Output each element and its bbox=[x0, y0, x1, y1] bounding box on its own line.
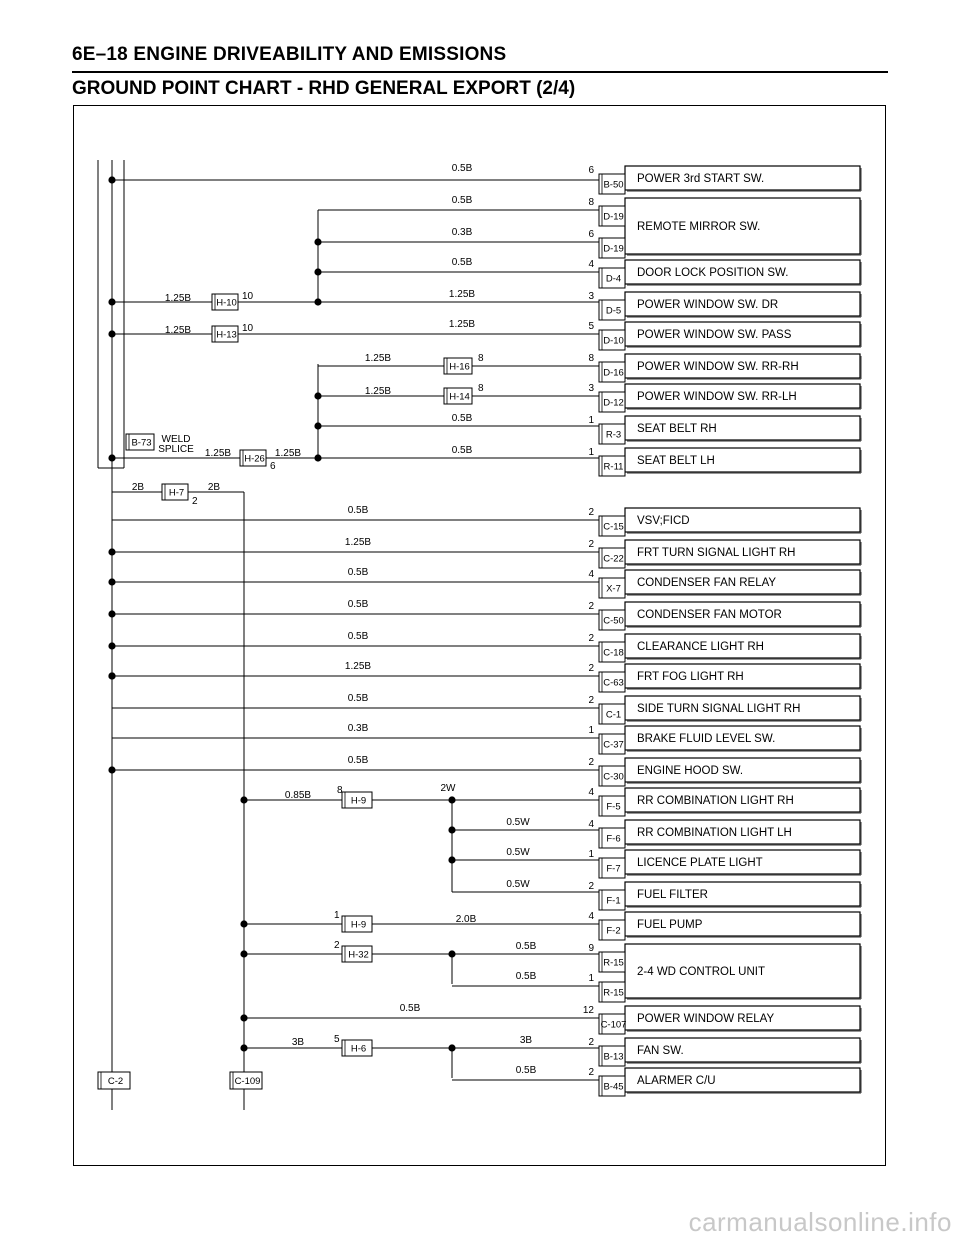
junction-dot bbox=[314, 298, 321, 305]
wire-size-label: 0.5W bbox=[506, 817, 530, 828]
terminal-connector-label: C-1 bbox=[605, 709, 622, 721]
junction-dot bbox=[240, 950, 247, 957]
pin-number: 6 bbox=[270, 461, 276, 472]
splice-label: SPLICE bbox=[158, 444, 194, 455]
device-label: FUEL PUMP bbox=[637, 919, 703, 931]
harness-connector-label: H-7 bbox=[168, 487, 185, 499]
junction-dot bbox=[314, 268, 321, 275]
pin-number: 4 bbox=[588, 569, 594, 580]
terminal-connector-label: C-22 bbox=[603, 553, 624, 565]
pin-number: 2 bbox=[588, 601, 594, 612]
wire-size-label: 0.5B bbox=[515, 971, 537, 982]
junction-dot bbox=[448, 826, 455, 833]
device-label: FUEL FILTER bbox=[637, 889, 708, 901]
junction-dot bbox=[108, 548, 115, 555]
terminal-connector-label: C-107 bbox=[600, 1019, 627, 1031]
terminal-connector-label: F-5 bbox=[606, 801, 621, 813]
pin-number: 5 bbox=[334, 1034, 340, 1045]
junction-dot bbox=[448, 796, 455, 803]
device-label: DOOR LOCK POSITION SW. bbox=[637, 267, 789, 279]
wire-size-label: 2W bbox=[440, 783, 456, 794]
pin-number: 2 bbox=[192, 496, 198, 507]
wire-size-label: 2B bbox=[207, 482, 221, 493]
terminal-connector-label: D-5 bbox=[605, 305, 622, 317]
wire-size-label: 1.25B bbox=[364, 386, 392, 397]
terminal-connector-label: F-2 bbox=[606, 925, 621, 937]
junction-dot bbox=[314, 454, 321, 461]
junction-dot bbox=[240, 796, 247, 803]
wire-size-label: 1.25B bbox=[344, 661, 372, 672]
ground-connector-label: C-2 bbox=[107, 1076, 124, 1087]
pin-number: 3 bbox=[588, 291, 594, 302]
junction-dot bbox=[448, 856, 455, 863]
terminal-connector-label: B-13 bbox=[603, 1051, 624, 1063]
wire-size-label: 1.25B bbox=[164, 325, 192, 336]
wire-size-label: 0.5B bbox=[347, 505, 369, 516]
wire-size-label: 1.25B bbox=[448, 319, 476, 330]
device-label: FAN SW. bbox=[637, 1045, 684, 1057]
pin-number: 2 bbox=[588, 633, 594, 644]
wire-size-label: 0.5B bbox=[347, 599, 369, 610]
junction-dot bbox=[448, 1044, 455, 1051]
wire-size-label: 1.25B bbox=[344, 537, 372, 548]
terminal-connector-label: D-12 bbox=[603, 397, 624, 409]
terminal-connector-label: R-15 bbox=[603, 987, 624, 999]
device-label: SEAT BELT RH bbox=[637, 423, 717, 435]
splice-connector-label: B-73 bbox=[131, 437, 152, 449]
pin-number: 1 bbox=[588, 725, 594, 736]
pin-number: 5 bbox=[588, 321, 594, 332]
terminal-connector-label: D-16 bbox=[603, 367, 624, 379]
pin-number: 8 bbox=[588, 353, 594, 364]
junction-dot bbox=[448, 950, 455, 957]
device-label: REMOTE MIRROR SW. bbox=[637, 221, 761, 233]
terminal-connector-label: C-63 bbox=[603, 677, 624, 689]
terminal-connector-label: F-7 bbox=[606, 863, 621, 875]
terminal-connector-label: F-6 bbox=[606, 833, 621, 845]
device-label: FRT FOG LIGHT RH bbox=[637, 671, 744, 683]
wire-size-label: 0.5B bbox=[347, 631, 369, 642]
wire-size-label: 1.25B bbox=[448, 289, 476, 300]
terminal-connector-label: D-10 bbox=[603, 335, 624, 347]
terminal-connector-label: C-37 bbox=[603, 739, 624, 751]
device-label: SEAT BELT LH bbox=[637, 455, 715, 467]
harness-connector-label: H-16 bbox=[449, 361, 470, 373]
pin-number: 4 bbox=[588, 819, 594, 830]
terminal-connector-label: C-15 bbox=[603, 521, 624, 533]
harness-connector-label: H-6 bbox=[350, 1043, 367, 1055]
device-label: FRT TURN SIGNAL LIGHT RH bbox=[637, 547, 796, 559]
pin-number: 12 bbox=[582, 1005, 594, 1016]
device-label: ENGINE HOOD SW. bbox=[637, 765, 744, 777]
harness-connector-label: H-10 bbox=[216, 297, 237, 309]
device-label: POWER 3rd START SW. bbox=[637, 173, 765, 185]
device-label: LICENCE PLATE LIGHT bbox=[637, 857, 763, 869]
wire-size-label: 0.5B bbox=[451, 445, 473, 456]
wire-size-label: 1.25B bbox=[164, 293, 192, 304]
terminal-connector-label: C-18 bbox=[603, 647, 624, 659]
pin-number: 3 bbox=[588, 383, 594, 394]
junction-dot bbox=[108, 330, 115, 337]
wire-size-label: 0.5B bbox=[515, 941, 537, 952]
wire-size-label: 0.5W bbox=[506, 879, 530, 890]
wire-size-label: 0.5B bbox=[451, 413, 473, 424]
pin-number: 1 bbox=[588, 849, 594, 860]
wire-size-label: 0.5W bbox=[506, 847, 530, 858]
wire-size-label: 2B bbox=[131, 482, 145, 493]
junction-dot bbox=[108, 298, 115, 305]
pin-number: 2 bbox=[588, 539, 594, 550]
pin-number: 8 bbox=[588, 197, 594, 208]
wire-size-label: 0.5B bbox=[451, 257, 473, 268]
wire-size-label: 3B bbox=[519, 1035, 533, 1046]
terminal-connector-label: F-1 bbox=[606, 895, 621, 907]
harness-connector-label: H-26 bbox=[244, 453, 265, 465]
wire-size-label: 0.5B bbox=[347, 693, 369, 704]
wire-size-label: 0.85B bbox=[284, 790, 312, 801]
terminal-connector-label: C-30 bbox=[603, 771, 624, 783]
pin-number: 8 bbox=[478, 383, 484, 394]
junction-dot bbox=[108, 766, 115, 773]
wire-size-label: 2.0B bbox=[455, 914, 477, 925]
pin-number: 8 bbox=[478, 353, 484, 364]
chart-title: GROUND POINT CHART - RHD GENERAL EXPORT (2/4) bbox=[72, 78, 576, 99]
harness-connector-label: H-9 bbox=[350, 795, 367, 807]
device-label: CONDENSER FAN MOTOR bbox=[637, 609, 782, 621]
wire-size-label: 0.3B bbox=[347, 723, 369, 734]
junction-dot bbox=[240, 920, 247, 927]
pin-number: 1 bbox=[588, 415, 594, 426]
wire-size-label: 0.5B bbox=[515, 1065, 537, 1076]
device-label: RR COMBINATION LIGHT LH bbox=[637, 827, 792, 839]
pin-number: 2 bbox=[588, 1037, 594, 1048]
pin-number: 2 bbox=[588, 881, 594, 892]
terminal-connector-label: B-45 bbox=[603, 1081, 624, 1093]
pin-number: 10 bbox=[242, 323, 254, 334]
terminal-connector-label: D-19 bbox=[603, 211, 624, 223]
junction-dot bbox=[108, 642, 115, 649]
junction-dot bbox=[240, 1014, 247, 1021]
wire-size-label: 3B bbox=[291, 1037, 305, 1048]
pin-number: 8 bbox=[337, 785, 343, 796]
wire-size-label: 0.5B bbox=[451, 163, 473, 174]
wire-size-label: 0.5B bbox=[399, 1003, 421, 1014]
device-label: VSV;FICD bbox=[637, 515, 690, 527]
junction-dot bbox=[108, 610, 115, 617]
pin-number: 2 bbox=[588, 1067, 594, 1078]
wire-size-label: 0.5B bbox=[347, 567, 369, 578]
splice-label: WELD bbox=[161, 434, 191, 445]
junction-dot bbox=[314, 392, 321, 399]
ground-connector-label: C-109 bbox=[234, 1076, 261, 1087]
junction-dot bbox=[314, 238, 321, 245]
terminal-connector-label: D-4 bbox=[605, 273, 622, 285]
device-label: ALARMER C/U bbox=[637, 1075, 716, 1087]
harness-connector-label: H-32 bbox=[348, 949, 369, 961]
page-title: 6E–18 ENGINE DRIVEABILITY AND EMISSIONS bbox=[72, 44, 507, 65]
junction-dot bbox=[108, 672, 115, 679]
terminal-connector-label: D-19 bbox=[603, 243, 624, 255]
device-label: POWER WINDOW SW. DR bbox=[637, 299, 779, 311]
device-label: POWER WINDOW SW. RR-RH bbox=[637, 361, 799, 373]
pin-number: 1 bbox=[588, 447, 594, 458]
pin-number: 2 bbox=[588, 695, 594, 706]
device-label: SIDE TURN SIGNAL LIGHT RH bbox=[637, 703, 801, 715]
pin-number: 1 bbox=[588, 973, 594, 984]
terminal-connector-label: R-3 bbox=[605, 429, 622, 441]
junction-dot bbox=[314, 422, 321, 429]
pin-number: 4 bbox=[588, 787, 594, 798]
wire-size-label: 1.25B bbox=[364, 353, 392, 364]
wire-size-label: 1.25B bbox=[204, 448, 232, 459]
pin-number: 2 bbox=[334, 940, 340, 951]
junction-dot bbox=[108, 176, 115, 183]
harness-connector-label: H-9 bbox=[350, 919, 367, 931]
pin-number: 6 bbox=[588, 165, 594, 176]
pin-number: 2 bbox=[588, 507, 594, 518]
terminal-connector-label: X-7 bbox=[606, 583, 621, 595]
device-label: POWER WINDOW SW. RR-LH bbox=[637, 391, 797, 403]
terminal-connector-label: C-50 bbox=[603, 615, 624, 627]
device-label: BRAKE FLUID LEVEL SW. bbox=[637, 733, 776, 745]
wire-size-label: 0.3B bbox=[451, 227, 473, 238]
wire-size-label: 0.5B bbox=[451, 195, 473, 206]
pin-number: 9 bbox=[588, 943, 594, 954]
pin-number: 2 bbox=[588, 757, 594, 768]
watermark: carmanualsonline.info bbox=[688, 1207, 952, 1237]
terminal-connector-label: R-15 bbox=[603, 957, 624, 969]
terminal-connector-label: R-11 bbox=[603, 461, 624, 473]
device-label: CONDENSER FAN RELAY bbox=[637, 577, 777, 589]
pin-number: 6 bbox=[588, 229, 594, 240]
junction-dot bbox=[240, 1044, 247, 1051]
device-label: 2-4 WD CONTROL UNIT bbox=[637, 966, 765, 978]
device-label: RR COMBINATION LIGHT RH bbox=[637, 795, 794, 807]
terminal-connector-label: B-50 bbox=[603, 179, 624, 191]
pin-number: 10 bbox=[242, 291, 254, 302]
harness-connector-label: H-13 bbox=[216, 329, 237, 341]
pin-number: 4 bbox=[588, 911, 594, 922]
wire-size-label: 0.5B bbox=[347, 755, 369, 766]
harness-connector-label: H-14 bbox=[449, 391, 470, 403]
device-label: CLEARANCE LIGHT RH bbox=[637, 641, 764, 653]
device-label: POWER WINDOW RELAY bbox=[637, 1013, 775, 1025]
junction-dot bbox=[108, 454, 115, 461]
pin-number: 2 bbox=[588, 663, 594, 674]
device-label: POWER WINDOW SW. PASS bbox=[637, 329, 792, 341]
pin-number: 4 bbox=[588, 259, 594, 270]
pin-number: 1 bbox=[334, 910, 340, 921]
junction-dot bbox=[108, 578, 115, 585]
wire-size-label: 1.25B bbox=[274, 448, 302, 459]
